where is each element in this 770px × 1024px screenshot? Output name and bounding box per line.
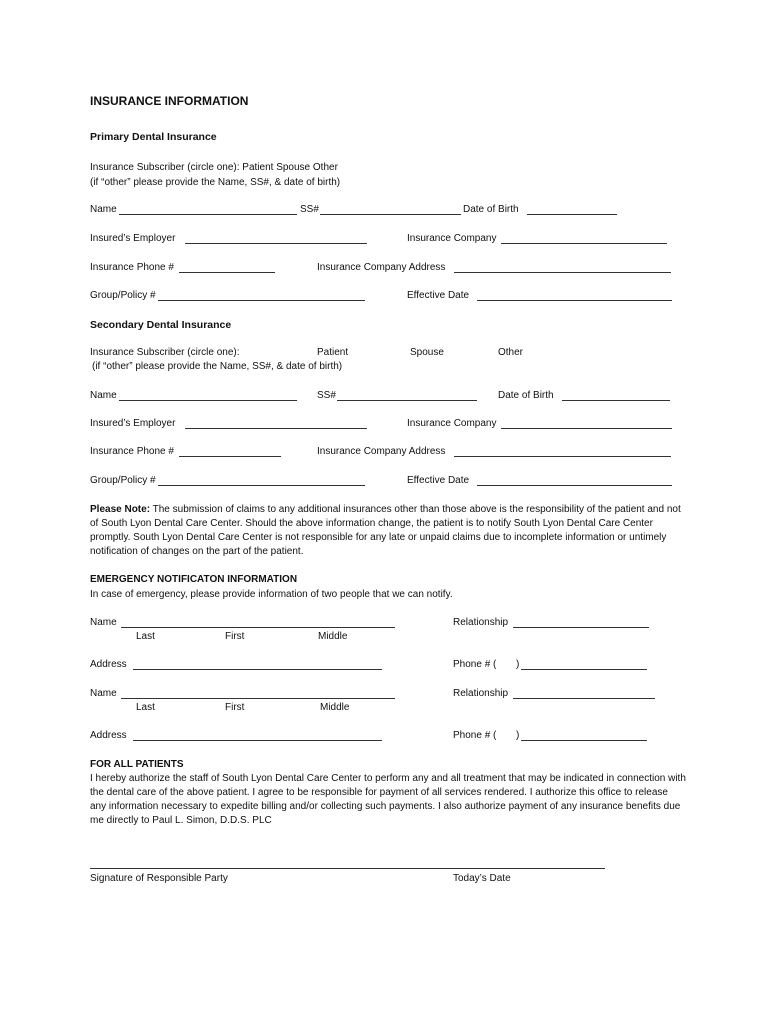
primary-dob-field[interactable] xyxy=(527,214,617,215)
primary-name-field[interactable] xyxy=(119,214,297,215)
primary-effective-label: Effective Date xyxy=(407,290,470,301)
primary-ss-label: SS# xyxy=(300,204,319,215)
contact1-phone-label: Phone # ( xyxy=(453,659,497,670)
contact2-address-label: Address xyxy=(90,730,127,741)
contact1-relationship-field[interactable] xyxy=(513,627,649,628)
primary-effective-field[interactable] xyxy=(477,300,672,301)
page-title: INSURANCE INFORMATION xyxy=(90,94,249,108)
secondary-address-field[interactable] xyxy=(454,456,671,457)
contact1-address-field[interactable] xyxy=(133,669,382,670)
primary-address-field[interactable] xyxy=(454,272,671,273)
secondary-phone-label: Insurance Phone # xyxy=(90,446,174,457)
secondary-name-field[interactable] xyxy=(119,400,297,401)
contact1-name-field[interactable] xyxy=(121,627,395,628)
please-note-paragraph xyxy=(90,503,682,559)
secondary-ss-field[interactable] xyxy=(337,400,477,401)
primary-name-label: Name xyxy=(90,204,117,215)
please-note-text: The submission of claims to any additional insurances other than those above is the responsibility of the patient and not of South Lyon Dental Care Center. Should the above information change, the patient is to notify South Lyon Dental Care Center promptly. South Lyon Dental Care Center is not responsible for any late or unpaid claims due to incomplete information or untimely notification of changes on the part of the patient. xyxy=(90,504,681,557)
secondary-option-other[interactable]: Other xyxy=(498,347,524,358)
all-patients-heading: FOR ALL PATIENTS xyxy=(90,759,184,770)
primary-address-label: Insurance Company Address xyxy=(317,262,446,273)
primary-phone-label: Insurance Phone # xyxy=(90,262,174,273)
signature-label: Signature of Responsible Party xyxy=(90,873,228,884)
contact1-first-caption: First xyxy=(225,631,245,642)
primary-employer-label: Insured’s Employer xyxy=(90,233,176,244)
contact1-name-label: Name xyxy=(90,617,117,628)
contact2-phone-close: ) xyxy=(516,730,520,741)
secondary-employer-field[interactable] xyxy=(185,428,367,429)
please-note-label: Please Note: xyxy=(90,504,151,515)
contact2-name-label: Name xyxy=(90,688,117,699)
contact2-address-field[interactable] xyxy=(133,740,382,741)
secondary-other-note: (if “other” please provide the Name, SS#, & date of birth) xyxy=(92,361,343,372)
primary-group-field[interactable] xyxy=(158,300,365,301)
secondary-phone-field[interactable] xyxy=(179,456,281,457)
contact2-middle-caption: Middle xyxy=(320,702,350,713)
primary-heading: Primary Dental Insurance xyxy=(90,131,217,143)
secondary-option-spouse[interactable]: Spouse xyxy=(410,347,444,358)
secondary-employer-label: Insured’s Employer xyxy=(90,418,176,429)
contact2-name-field[interactable] xyxy=(121,698,395,699)
secondary-company-label: Insurance Company xyxy=(407,418,497,429)
secondary-dob-label: Date of Birth xyxy=(498,390,554,401)
contact1-phone-close: ) xyxy=(516,659,520,670)
primary-company-field[interactable] xyxy=(501,243,667,244)
contact1-relationship-label: Relationship xyxy=(453,617,509,628)
secondary-subscriber-label: Insurance Subscriber (circle one): xyxy=(90,347,240,358)
contact2-relationship-label: Relationship xyxy=(453,688,509,699)
contact2-first-caption: First xyxy=(225,702,245,713)
secondary-effective-field[interactable] xyxy=(477,485,672,486)
primary-group-label: Group/Policy # xyxy=(90,290,156,301)
contact2-relationship-field[interactable] xyxy=(513,698,655,699)
contact2-last-caption: Last xyxy=(136,702,155,713)
all-patients-text: I hereby authorize the staff of South Lyon Dental Care Center to perform any and all treatment that may be indicated in connection with the dental care of the above patient. I agree to be responsible for payment of all services rendered. I authorize this office to release any information necessary to expedite billing and/or collecting such payments. I also authorize payment of any insurance benefits due me directly to Paul L. Simon, D.D.S. PLC xyxy=(90,773,686,826)
secondary-dob-field[interactable] xyxy=(562,400,670,401)
secondary-company-field[interactable] xyxy=(501,428,672,429)
contact1-phone-field[interactable] xyxy=(521,669,647,670)
primary-employer-field[interactable] xyxy=(185,243,367,244)
signature-line[interactable] xyxy=(90,868,605,869)
contact1-address-label: Address xyxy=(90,659,127,670)
emergency-heading: EMERGENCY NOTIFICATON INFORMATION xyxy=(90,574,298,585)
primary-phone-field[interactable] xyxy=(179,272,275,273)
todays-date-label: Today’s Date xyxy=(453,873,511,884)
contact2-phone-label: Phone # ( xyxy=(453,730,497,741)
secondary-group-field[interactable] xyxy=(158,485,365,486)
contact2-phone-field[interactable] xyxy=(521,740,647,741)
primary-subscriber-line: Insurance Subscriber (circle one): Patient Spouse Other xyxy=(90,162,338,173)
primary-other-note: (if “other” please provide the Name, SS#, & date of birth) xyxy=(90,177,341,188)
contact1-middle-caption: Middle xyxy=(318,631,348,642)
secondary-option-patient[interactable]: Patient xyxy=(317,347,349,358)
secondary-address-label: Insurance Company Address xyxy=(317,446,446,457)
secondary-effective-label: Effective Date xyxy=(407,475,470,486)
secondary-ss-label: SS# xyxy=(317,390,336,401)
secondary-heading: Secondary Dental Insurance xyxy=(90,319,232,331)
secondary-name-label: Name xyxy=(90,390,117,401)
primary-company-label: Insurance Company xyxy=(407,233,497,244)
contact1-last-caption: Last xyxy=(136,631,155,642)
secondary-group-label: Group/Policy # xyxy=(90,475,156,486)
primary-dob-label: Date of Birth xyxy=(463,204,519,215)
emergency-intro: In case of emergency, please provide information of two people that we can notify. xyxy=(90,589,453,600)
primary-ss-field[interactable] xyxy=(320,214,461,215)
